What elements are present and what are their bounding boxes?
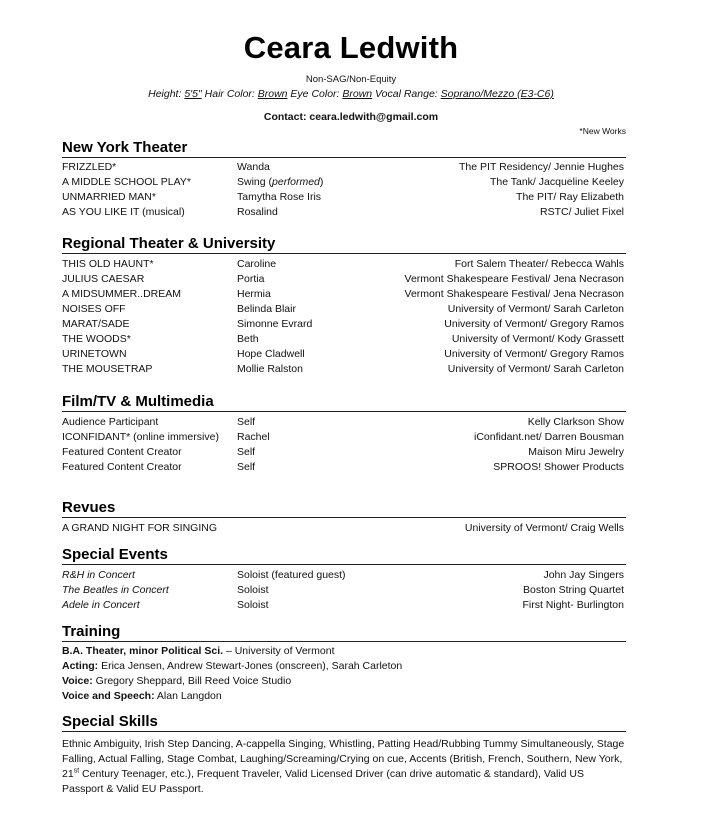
show-title: Featured Content Creator — [62, 446, 182, 458]
venue-director: University of Vermont/ Sarah Carleton — [447, 303, 624, 315]
venue-director: Boston String Quartet — [523, 584, 624, 596]
show-title: FRIZZLED* — [62, 161, 117, 173]
show-title: A MIDDLE SCHOOL PLAY* — [62, 176, 191, 188]
actor-name: Ceara Ledwith — [243, 30, 459, 65]
section-title-regional: Regional Theater & University — [62, 235, 626, 254]
role: Tamytha Rose Iris — [237, 191, 322, 203]
credit-row — [62, 190, 624, 204]
training-acting: Acting: Erica Jensen, Andrew Stewart-Jones (onscreen), Sarah Carleton — [62, 660, 403, 672]
role: Rachel — [237, 431, 270, 443]
credit-row — [62, 205, 624, 219]
show-title: AS YOU LIKE IT (musical) — [62, 206, 185, 218]
role: Hope Cladwell — [237, 348, 305, 360]
role: Self — [237, 416, 256, 428]
section-title-ny: New York Theater — [62, 139, 626, 158]
section-title-revues: Revues — [62, 499, 626, 518]
credit-row — [62, 317, 624, 331]
venue-director: John Jay Singers — [543, 569, 624, 581]
credit-row — [62, 598, 624, 612]
credit-row — [62, 257, 624, 271]
role: Simonne Evrard — [237, 318, 313, 330]
skills-text: Ethnic Ambiguity, Irish Step Dancing, A-cappella Singing, Whistling, Patting Head/Rubbing Tummy Simultaneously, Stage Falling, Actual Falling, Stage Combat, Laughing/Screaming/Crying on cue, Accents (British, French, Southern, New York, 21st Century Teenager, etc.), Frequent Traveler, Valid Licensed Driver (can drive automatic & standard), Valid US Passport & Valid EU Passport. — [62, 738, 625, 795]
show-title: Adele in Concert — [62, 599, 140, 611]
role: Soloist — [237, 584, 269, 596]
show-title: JULIUS CAESAR — [62, 273, 145, 285]
credit-row — [62, 347, 624, 361]
venue-director: Vermont Shakespeare Festival/ Jena Necrason — [404, 273, 624, 285]
credit-row — [62, 302, 624, 316]
venue-director: The Tank/ Jacqueline Keeley — [489, 176, 624, 188]
role: Soloist (featured guest) — [237, 569, 346, 581]
venue-director: Fort Salem Theater/ Rebecca Wahls — [454, 258, 624, 270]
show-title: THE WOODS* — [62, 333, 131, 345]
role: Mollie Ralston — [237, 363, 303, 375]
show-title: URINETOWN — [62, 348, 127, 360]
credit-row — [62, 175, 624, 189]
hair-value: Brown — [257, 88, 288, 100]
show-title: Audience Participant — [62, 416, 159, 428]
range-value: Soprano/Mezzo (E3-C6) — [440, 88, 554, 100]
show-title: THIS OLD HAUNT* — [62, 258, 154, 270]
training-voice-speech: Voice and Speech: Alan Langdon — [62, 690, 222, 702]
venue-director: iConfidant.net/ Darren Bousman — [474, 431, 624, 443]
role: Self — [237, 446, 256, 458]
training-voice: Voice: Gregory Sheppard, Bill Reed Voice Studio — [62, 675, 292, 687]
venue-director: University of Vermont/ Gregory Ramos — [444, 348, 624, 360]
venue-director: RSTC/ Juliet Fixel — [539, 206, 624, 218]
venue-director: University of Vermont/ Kody Grassett — [451, 333, 624, 345]
show-title: Featured Content Creator — [62, 461, 182, 473]
role: Portia — [237, 273, 265, 285]
section-title-skills: Special Skills — [62, 713, 626, 732]
venue-director: University of Vermont/ Sarah Carleton — [447, 363, 624, 375]
show-title: UNMARRIED MAN* — [62, 191, 156, 203]
show-title: A MIDSUMMER..DREAM — [62, 288, 182, 300]
role: Soloist — [237, 599, 269, 611]
credit-row — [62, 160, 624, 174]
venue-director: University of Vermont/ Craig Wells — [464, 522, 624, 534]
credit-row — [62, 272, 624, 286]
credit-row — [62, 521, 624, 535]
show-title: R&H in Concert — [62, 569, 135, 581]
hair-label: Hair Color: — [201, 88, 258, 100]
role: Wanda — [237, 161, 270, 173]
section-title-events: Special Events — [62, 546, 626, 565]
venue-director: First Night- Burlington — [522, 599, 624, 611]
union-status: Non-SAG/Non-Equity — [305, 74, 397, 85]
height-value: 5'5" — [184, 88, 202, 100]
show-title: ICONFIDANT* (online immersive) — [62, 431, 219, 443]
new-works-note: *New Works — [579, 126, 626, 136]
credit-row — [62, 332, 624, 346]
credit-row — [62, 362, 624, 376]
range-label: Vocal Range: — [372, 88, 441, 100]
show-title: NOISES OFF — [62, 303, 126, 315]
role: Beth — [237, 333, 259, 345]
role: Self — [237, 461, 256, 473]
credit-row — [62, 445, 624, 459]
credit-row — [62, 415, 624, 429]
eye-value: Brown — [342, 88, 373, 100]
venue-director: University of Vermont/ Gregory Ramos — [444, 318, 624, 330]
role: Swing (performed) — [237, 176, 324, 188]
venue-director: Vermont Shakespeare Festival/ Jena Necrason — [404, 288, 624, 300]
credit-row — [62, 430, 624, 444]
role: Rosalind — [237, 206, 278, 218]
venue-director: Kelly Clarkson Show — [527, 416, 624, 428]
venue-director: SPROOS! Shower Products — [493, 461, 624, 473]
show-title: A GRAND NIGHT FOR SINGING — [62, 522, 217, 534]
role: Hermia — [237, 288, 271, 300]
eye-label: Eye Color: — [287, 88, 343, 100]
section-title-film: Film/TV & Multimedia — [62, 393, 626, 412]
section-title-training: Training — [62, 623, 626, 642]
physical-stats — [0, 88, 702, 100]
show-title: THE MOUSETRAP — [62, 363, 153, 375]
training-degree: B.A. Theater, minor Political Sci. – University of Vermont — [62, 645, 335, 657]
show-title: The Beatles in Concert — [62, 584, 169, 596]
credit-row — [62, 568, 624, 582]
contact-email[interactable]: Contact: ceara.ledwith@gmail.com — [263, 111, 439, 123]
venue-director: The PIT/ Ray Elizabeth — [516, 191, 624, 203]
role: Belinda Blair — [237, 303, 296, 315]
credit-row — [62, 583, 624, 597]
credit-row — [62, 287, 624, 301]
venue-director: Maison Miru Jewelry — [528, 446, 624, 458]
credit-row — [62, 460, 624, 474]
show-title: MARAT/SADE — [62, 318, 130, 330]
role: Caroline — [237, 258, 277, 270]
venue-director: The PIT Residency/ Jennie Hughes — [459, 161, 624, 173]
height-label: Height: — [148, 88, 185, 100]
